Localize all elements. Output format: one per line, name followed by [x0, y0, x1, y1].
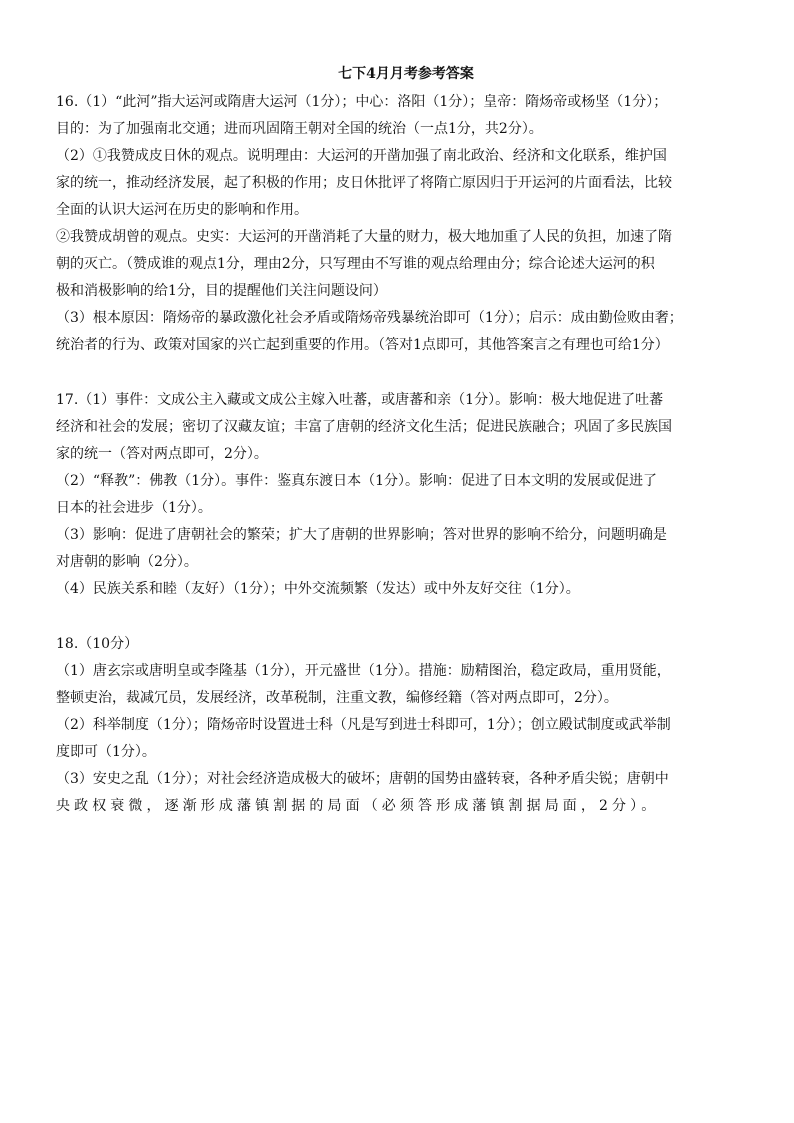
q17-line-4: （2）“释教”：佛教（1分）。事件：鉴真东渡日本（1分）。影响：促进了日本文明的发展或促进了: [56, 473, 658, 489]
q16-line-8: 极和消极影响的给1分，目的提醒他们关注问题设问）: [56, 283, 387, 299]
q17-line-1: 17.（1）事件：文成公主入藏或文成公主嫁入吐蕃，或唐蕃和亲（1分）。影响：极大地促进了吐蕃: [56, 392, 664, 408]
q16-line-4: 家的统一，推动经济发展，起了积极的作用；皮日休批评了将隋亡原因归于开运河的片面看法，比较: [56, 175, 672, 191]
q17-line-2: 经济和社会的发展；密切了汉藏友谊；丰富了唐朝的经济文化生活；促进民族融合；巩固了多民族国: [56, 419, 672, 435]
q17-line-6: （3）影响：促进了唐朝社会的繁荣；扩大了唐朝的世界影响；答对世界的影响不给分，问题明确是: [56, 527, 667, 543]
question-18-answer: [56, 631, 756, 820]
q17-line-8: （4）民族关系和睦（友好）（1分）；中外交流频繁（发达）或中外友好交往（1分）。: [56, 581, 580, 597]
document-title: 七下4月月考参考答案: [338, 66, 474, 82]
q16-line-5: 全面的认识大运河在历史的影响和作用。: [56, 202, 308, 218]
question-16-answer: [56, 89, 756, 359]
q17-line-3: 家的统一（答对两点即可，2分）。: [56, 446, 268, 462]
section-gap: [56, 603, 756, 631]
q16-line-9: （3）根本原因：隋炀帝的暴政激化社会矛盾或隋炀帝残暴统治即可（1分）；启示：成由勤俭败由奢；: [56, 310, 683, 326]
section-gap: [56, 359, 756, 387]
q18-line-2: （1）唐玄宗或唐明皇或李隆基（1分），开元盛世（1分）。措施：励精图治，稳定政局，重用贤能，: [56, 663, 671, 679]
q18-line-6: （3）安史之乱（1分）；对社会经济造成极大的破坏；唐朝的国势由盛转衰，各种矛盾尖锐；唐朝中: [56, 771, 669, 787]
q16-line-2: 目的：为了加强南北交通；进而巩固隋王朝对全国的统治（一点1分，共2分）。: [56, 121, 543, 137]
q16-line-7: 朝的灭亡。（赞成谁的观点1分，理由2分，只写理由不写谁的观点给理由分；综合论述大运河的积: [56, 256, 655, 272]
q18-line-7: 央政权衰微，逐渐形成藩镇割据的局面（必须答形成藩镇割据局面，2分）。: [56, 798, 660, 814]
q16-line-1: 16.（1）“此河”指大运河或隋唐大运河（1分）；中心：洛阳（1分）；皇帝：隋炀帝或杨坚（1分）；: [56, 94, 668, 110]
q16-line-3: （2）①我赞成皮日休的观点。说明理由：大运河的开凿加强了南北政治、经济和文化联系，维护国: [56, 148, 667, 164]
q17-line-7: 对唐朝的影响（2分）。: [56, 554, 198, 570]
q18-line-5: 度即可（1分）。: [56, 744, 156, 760]
q18-line-1: 18.（10分）: [56, 636, 139, 652]
q18-line-4: （2）科举制度（1分）；隋炀帝时设置进士科（凡是写到进士科即可，1分）；创立殿试制度或武举制: [56, 717, 671, 733]
q16-line-6: ②我赞成胡曾的观点。史实：大运河的开凿消耗了大量的财力，极大地加重了人民的负担，加速了隋: [56, 229, 672, 245]
q18-line-3: 整顿吏治，裁减冗员，发展经济，改革税制，注重文教，编修经籍（答对两点即可，2分）。: [56, 690, 618, 706]
q16-line-10: 统治者的行为、政策对国家的兴亡起到重要的作用。（答对1点即可，其他答案言之有理也可给1分）: [56, 337, 669, 353]
question-17-answer: [56, 387, 756, 603]
q17-line-5: 日本的社会进步（1分）。: [56, 500, 212, 516]
answer-document: [56, 64, 756, 820]
